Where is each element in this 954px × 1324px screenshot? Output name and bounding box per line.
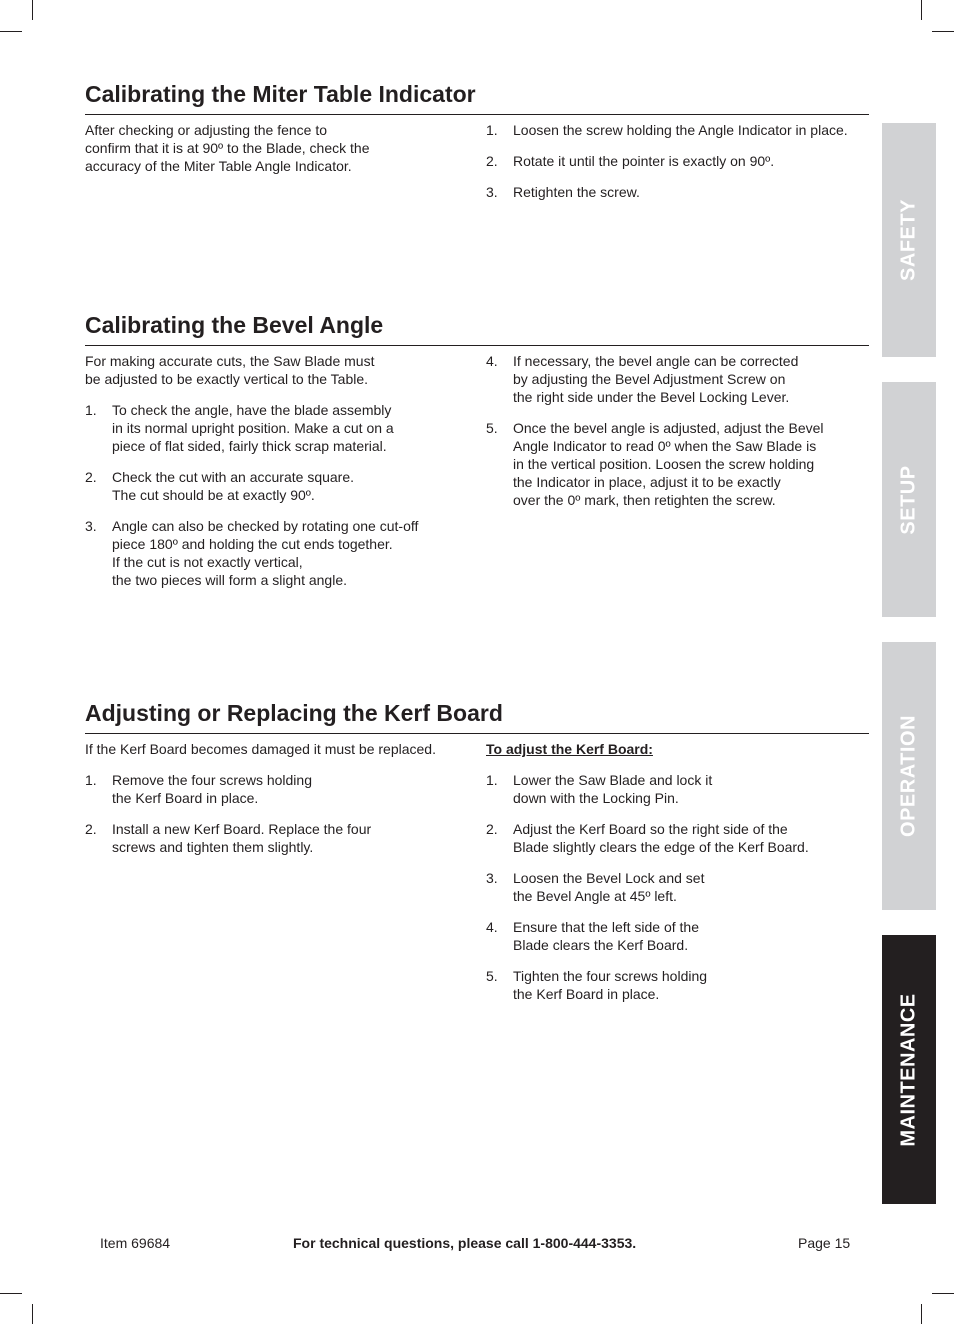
footer-contact: For technical questions, please call 1-800-444-3353. (293, 1235, 637, 1251)
kerf-subheading: To adjust the Kerf Board: (486, 741, 653, 757)
list-item (486, 869, 876, 905)
intro-paragraph: If the Kerf Board becomes damaged it must be replaced. (85, 741, 436, 757)
step-text: Lower the Saw Blade and lock it down with the Locking Pin. (513, 772, 713, 806)
tab-safety[interactable] (882, 123, 936, 357)
step-number: 2. (486, 153, 498, 169)
list-item (486, 183, 876, 201)
crop-mark (0, 1293, 22, 1294)
step-number: 1. (486, 772, 498, 788)
section-title: Calibrating the Bevel Angle (85, 311, 869, 346)
step-text: Tighten the four screws holding the Kerf Board in place. (513, 968, 708, 1002)
section-title: Calibrating the Miter Table Indicator (85, 80, 869, 115)
tab-operation[interactable] (882, 642, 936, 910)
list-item (85, 468, 465, 504)
crop-mark (932, 1293, 954, 1294)
intro-paragraph: For making accurate cuts, the Saw Blade must be adjusted to be exactly vertical to the Table. (85, 353, 375, 387)
tab-label: SETUP (897, 464, 920, 535)
crop-mark (921, 0, 922, 20)
step-number: 1. (85, 772, 97, 788)
steps-list (85, 771, 465, 856)
step-text: Loosen the Bevel Lock and set the Bevel Angle at 45º left. (513, 870, 705, 904)
list-item (85, 820, 465, 856)
step-text: Retighten the screw. (513, 184, 640, 200)
steps-list (486, 771, 876, 1003)
list-item (486, 918, 876, 954)
step-text: Ensure that the left side of the Blade clears the Kerf Board. (513, 919, 700, 953)
step-number: 1. (486, 122, 498, 138)
left-column (85, 352, 465, 602)
tab-maintenance[interactable] (882, 935, 936, 1204)
list-item (85, 401, 465, 455)
list-item (486, 352, 876, 406)
right-column (486, 740, 876, 1016)
section-miter-indicator (85, 80, 869, 200)
list-item (486, 152, 876, 170)
step-number: 5. (486, 968, 498, 984)
left-column (85, 121, 465, 188)
crop-mark (32, 0, 33, 20)
tab-label: OPERATION (897, 715, 920, 837)
crop-mark (932, 31, 954, 32)
footer-page-number: Page 15 (798, 1235, 851, 1251)
step-text: Install a new Kerf Board. Replace the four screws and tighten them slightly. (112, 821, 372, 855)
steps-list (486, 352, 876, 509)
step-text: Remove the four screws holding the Kerf Board in place. (112, 772, 312, 806)
steps-list (85, 401, 465, 589)
crop-mark (32, 1304, 33, 1324)
list-item (486, 419, 876, 509)
step-number: 3. (486, 870, 498, 886)
list-item (486, 820, 876, 856)
list-item (85, 771, 465, 807)
crop-mark (921, 1304, 922, 1324)
step-number: 3. (486, 184, 498, 200)
list-item (486, 771, 876, 807)
tab-setup[interactable] (882, 382, 936, 617)
step-text: Loosen the screw holding the Angle Indicator in place. (513, 122, 848, 138)
section-title: Adjusting or Replacing the Kerf Board (85, 699, 869, 734)
step-text: To check the angle, have the blade assembly in its normal upright position. Make a cut on a piece of flat sided, fairly thick scrap material. (112, 402, 394, 454)
footer-item-number: Item 69684 (100, 1235, 171, 1251)
tab-label: SAFETY (897, 199, 920, 281)
list-item (486, 967, 876, 1003)
step-number: 4. (486, 353, 498, 369)
right-column (486, 352, 876, 522)
step-text: If necessary, the bevel angle can be corrected by adjusting the Bevel Adjustment Screw on the right side under the Bevel Locking Lever. (513, 353, 799, 405)
steps-list (486, 121, 876, 201)
step-number: 2. (486, 821, 498, 837)
section-bevel-angle (85, 311, 869, 588)
list-item (85, 517, 465, 589)
step-number: 2. (85, 469, 97, 485)
section-kerf-board (85, 699, 869, 1002)
right-column (486, 121, 876, 214)
step-text: Once the bevel angle is adjusted, adjust the Bevel Angle Indicator to read 0º when the Saw Blade is in the vertical position. Loosen the screw holding the Indicator in place, adjust it to be exactly over the 0º mark, then retighten the screw. (513, 420, 824, 508)
list-item (486, 121, 876, 139)
step-number: 1. (85, 402, 97, 418)
step-text: Angle can also be checked by rotating one cut-off piece 180º and holding the cut ends together. If the cut is not exactly vertical, the two pieces will form a slight angle. (112, 518, 419, 588)
intro-paragraph: After checking or adjusting the fence to confirm that it is at 90º to the Blade, check the accuracy of the Miter Table Angle Indicator. (85, 122, 370, 174)
step-number: 5. (486, 420, 498, 436)
step-text: Check the cut with an accurate square. The cut should be at exactly 90º. (112, 469, 355, 503)
step-text: Adjust the Kerf Board so the right side of the Blade slightly clears the edge of the Kerf Board. (513, 821, 809, 855)
tab-label: MAINTENANCE (897, 992, 920, 1147)
step-number: 3. (85, 518, 97, 534)
left-column (85, 740, 465, 869)
step-text: Rotate it until the pointer is exactly on 90º. (513, 153, 775, 169)
crop-mark (0, 31, 22, 32)
step-number: 4. (486, 919, 498, 935)
step-number: 2. (85, 821, 97, 837)
